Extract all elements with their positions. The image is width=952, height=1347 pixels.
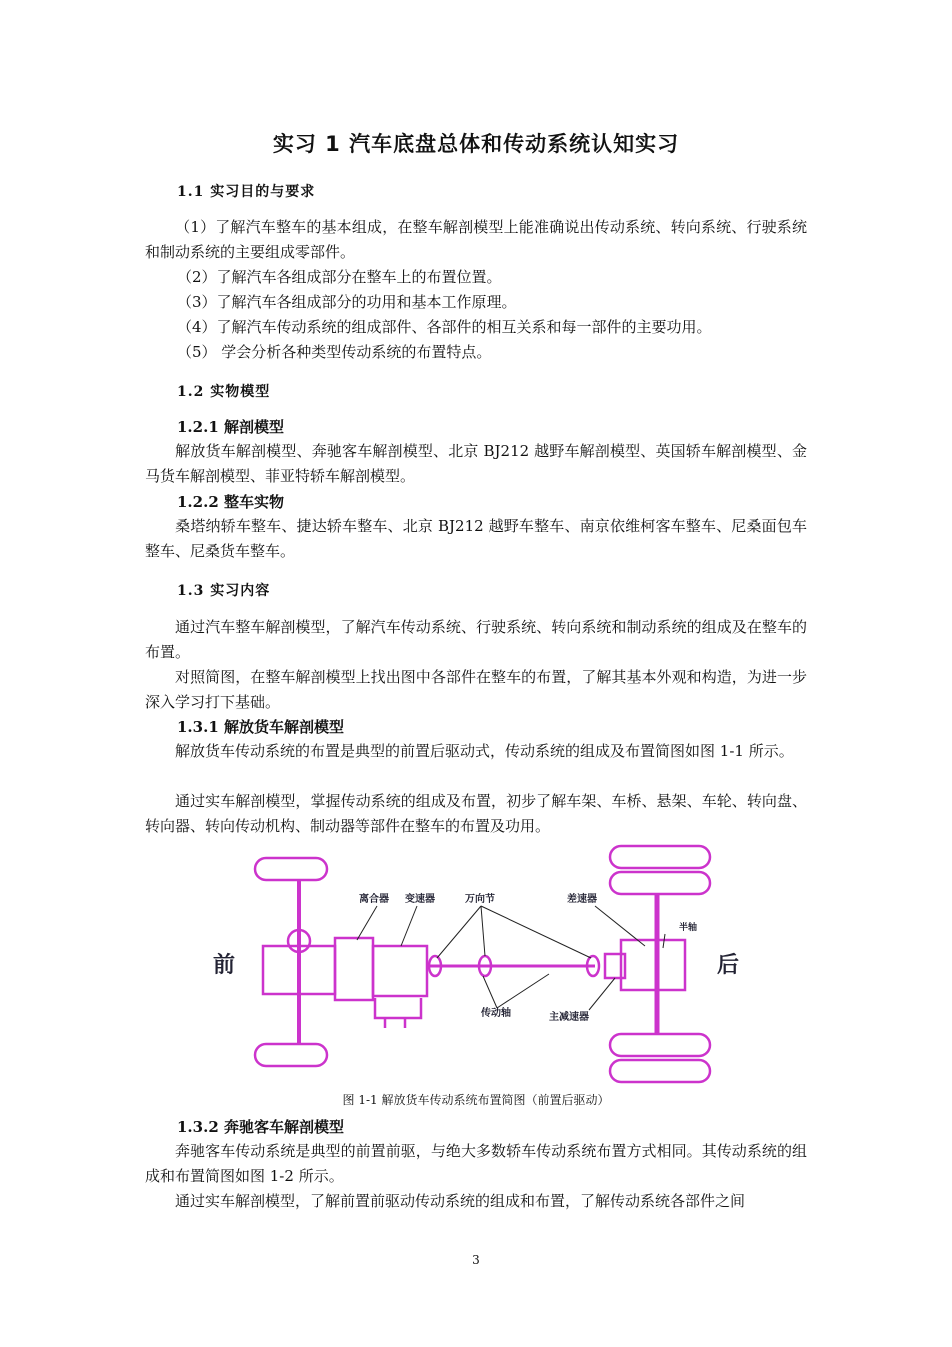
benz-paragraph-1: 奔驰客车传动系统是典型的前置前驱，与绝大多数轿车传动系统布置方式相同。其传动系统的组成和布置简图如图 1-2 所示。 bbox=[145, 1142, 807, 1185]
subsection-heading-1-2-1: 1.2.1 解剖模型 bbox=[177, 418, 284, 436]
clutch-housing bbox=[335, 938, 373, 1000]
front-left-wheel bbox=[255, 858, 327, 880]
subsection-heading-1-2-2: 1.2.2 整车实物 bbox=[177, 493, 284, 511]
driveshaft-label: 传动轴 bbox=[481, 1008, 511, 1019]
final-drive-label: 主减速器 bbox=[549, 1012, 589, 1023]
section-heading-1-2: 1.2 实物模型 bbox=[177, 384, 271, 400]
objective-item-1: （1）了解汽车整车的基本组成，在整车解剖模型上能准确说出传动系统、转向系统、行驶系统和制动系统的主要组成零部件。 bbox=[145, 218, 807, 261]
rear-left-wheel-inner bbox=[610, 872, 710, 894]
content-paragraph-1: 通过汽车整车解剖模型，了解汽车传动系统、行驶系统、转向系统和制动系统的组成及在整车的布置。 bbox=[145, 618, 807, 661]
front-right-wheel bbox=[255, 1044, 327, 1066]
page-number: 3 bbox=[472, 1253, 480, 1267]
vehicles-paragraph: 桑塔纳轿车整车、捷达轿车整车、北京 BJ212 越野车整车、南京依维柯客车整车、尼桑面包车整车、尼桑货车整车。 bbox=[145, 517, 807, 560]
objective-item-3: （3）了解汽车各组成部分的功用和基本工作原理。 bbox=[177, 293, 517, 311]
section-heading-1-1: 1.1 实习目的与要求 bbox=[177, 184, 316, 200]
differential-label: 差速器 bbox=[567, 894, 597, 905]
clutch-label: 离合器 bbox=[359, 894, 389, 905]
subsection-heading-1-3-2: 1.3.2 奔驰客车解剖模型 bbox=[177, 1118, 344, 1136]
front-label: 前 bbox=[213, 952, 236, 978]
subsection-heading-1-3-1: 1.3.1 解放货车解剖模型 bbox=[177, 718, 344, 736]
jiefang-paragraph-1: 解放货车传动系统的布置是典型的前置后驱动式，传动系统的组成及布置简图如图 1-1 所示。 bbox=[175, 742, 794, 760]
page-title: 实习 1 汽车底盘总体和传动系统认知实习 bbox=[272, 132, 680, 156]
objective-item-5: （5） 学会分析各种类型传动系统的布置特点。 bbox=[177, 343, 492, 361]
rear-right-wheel-inner bbox=[610, 1034, 710, 1056]
drivetrain-diagram bbox=[195, 838, 755, 1088]
benz-paragraph-2: 通过实车解剖模型，了解前置前驱动传动系统的组成和布置，了解传动系统各部件之间 bbox=[175, 1192, 746, 1210]
rear-left-wheel-outer bbox=[610, 846, 710, 868]
models-paragraph: 解放货车解剖模型、奔驰客车解剖模型、北京 BJ212 越野车解剖模型、英国轿车解剖模型、金马货车解剖模型、菲亚特轿车解剖模型。 bbox=[145, 442, 807, 485]
objective-item-2: （2）了解汽车各组成部分在整车上的布置位置。 bbox=[177, 268, 502, 286]
gearbox-label: 变速器 bbox=[405, 894, 435, 905]
differential-housing bbox=[621, 940, 685, 990]
ujoint-label: 万向节 bbox=[465, 894, 495, 905]
figure-caption: 图 1-1 解放货车传动系统布置简图（前置后驱动） bbox=[342, 1093, 610, 1107]
gearbox-lower bbox=[375, 998, 421, 1028]
rear-right-wheel-outer bbox=[610, 1060, 710, 1082]
objective-item-4: （4）了解汽车传动系统的组成部件、各部件的相互关系和每一部件的主要功用。 bbox=[177, 318, 712, 336]
halfshaft-label: 半轴 bbox=[679, 923, 698, 933]
rear-label: 后 bbox=[717, 952, 740, 978]
gearbox-housing bbox=[373, 946, 427, 996]
content-paragraph-2: 对照简图，在整车解剖模型上找出图中各部件在整车的布置，了解其基本外观和构造，为进一步深入学习打下基础。 bbox=[145, 668, 807, 711]
jiefang-paragraph-2: 通过实车解剖模型，掌握传动系统的组成及布置，初步了解车架、车桥、悬架、车轮、转向盘、转向器、转向传动机构、制动器等部件在整车的布置及功用。 bbox=[145, 792, 807, 835]
section-heading-1-3: 1.3 实习内容 bbox=[177, 583, 271, 599]
